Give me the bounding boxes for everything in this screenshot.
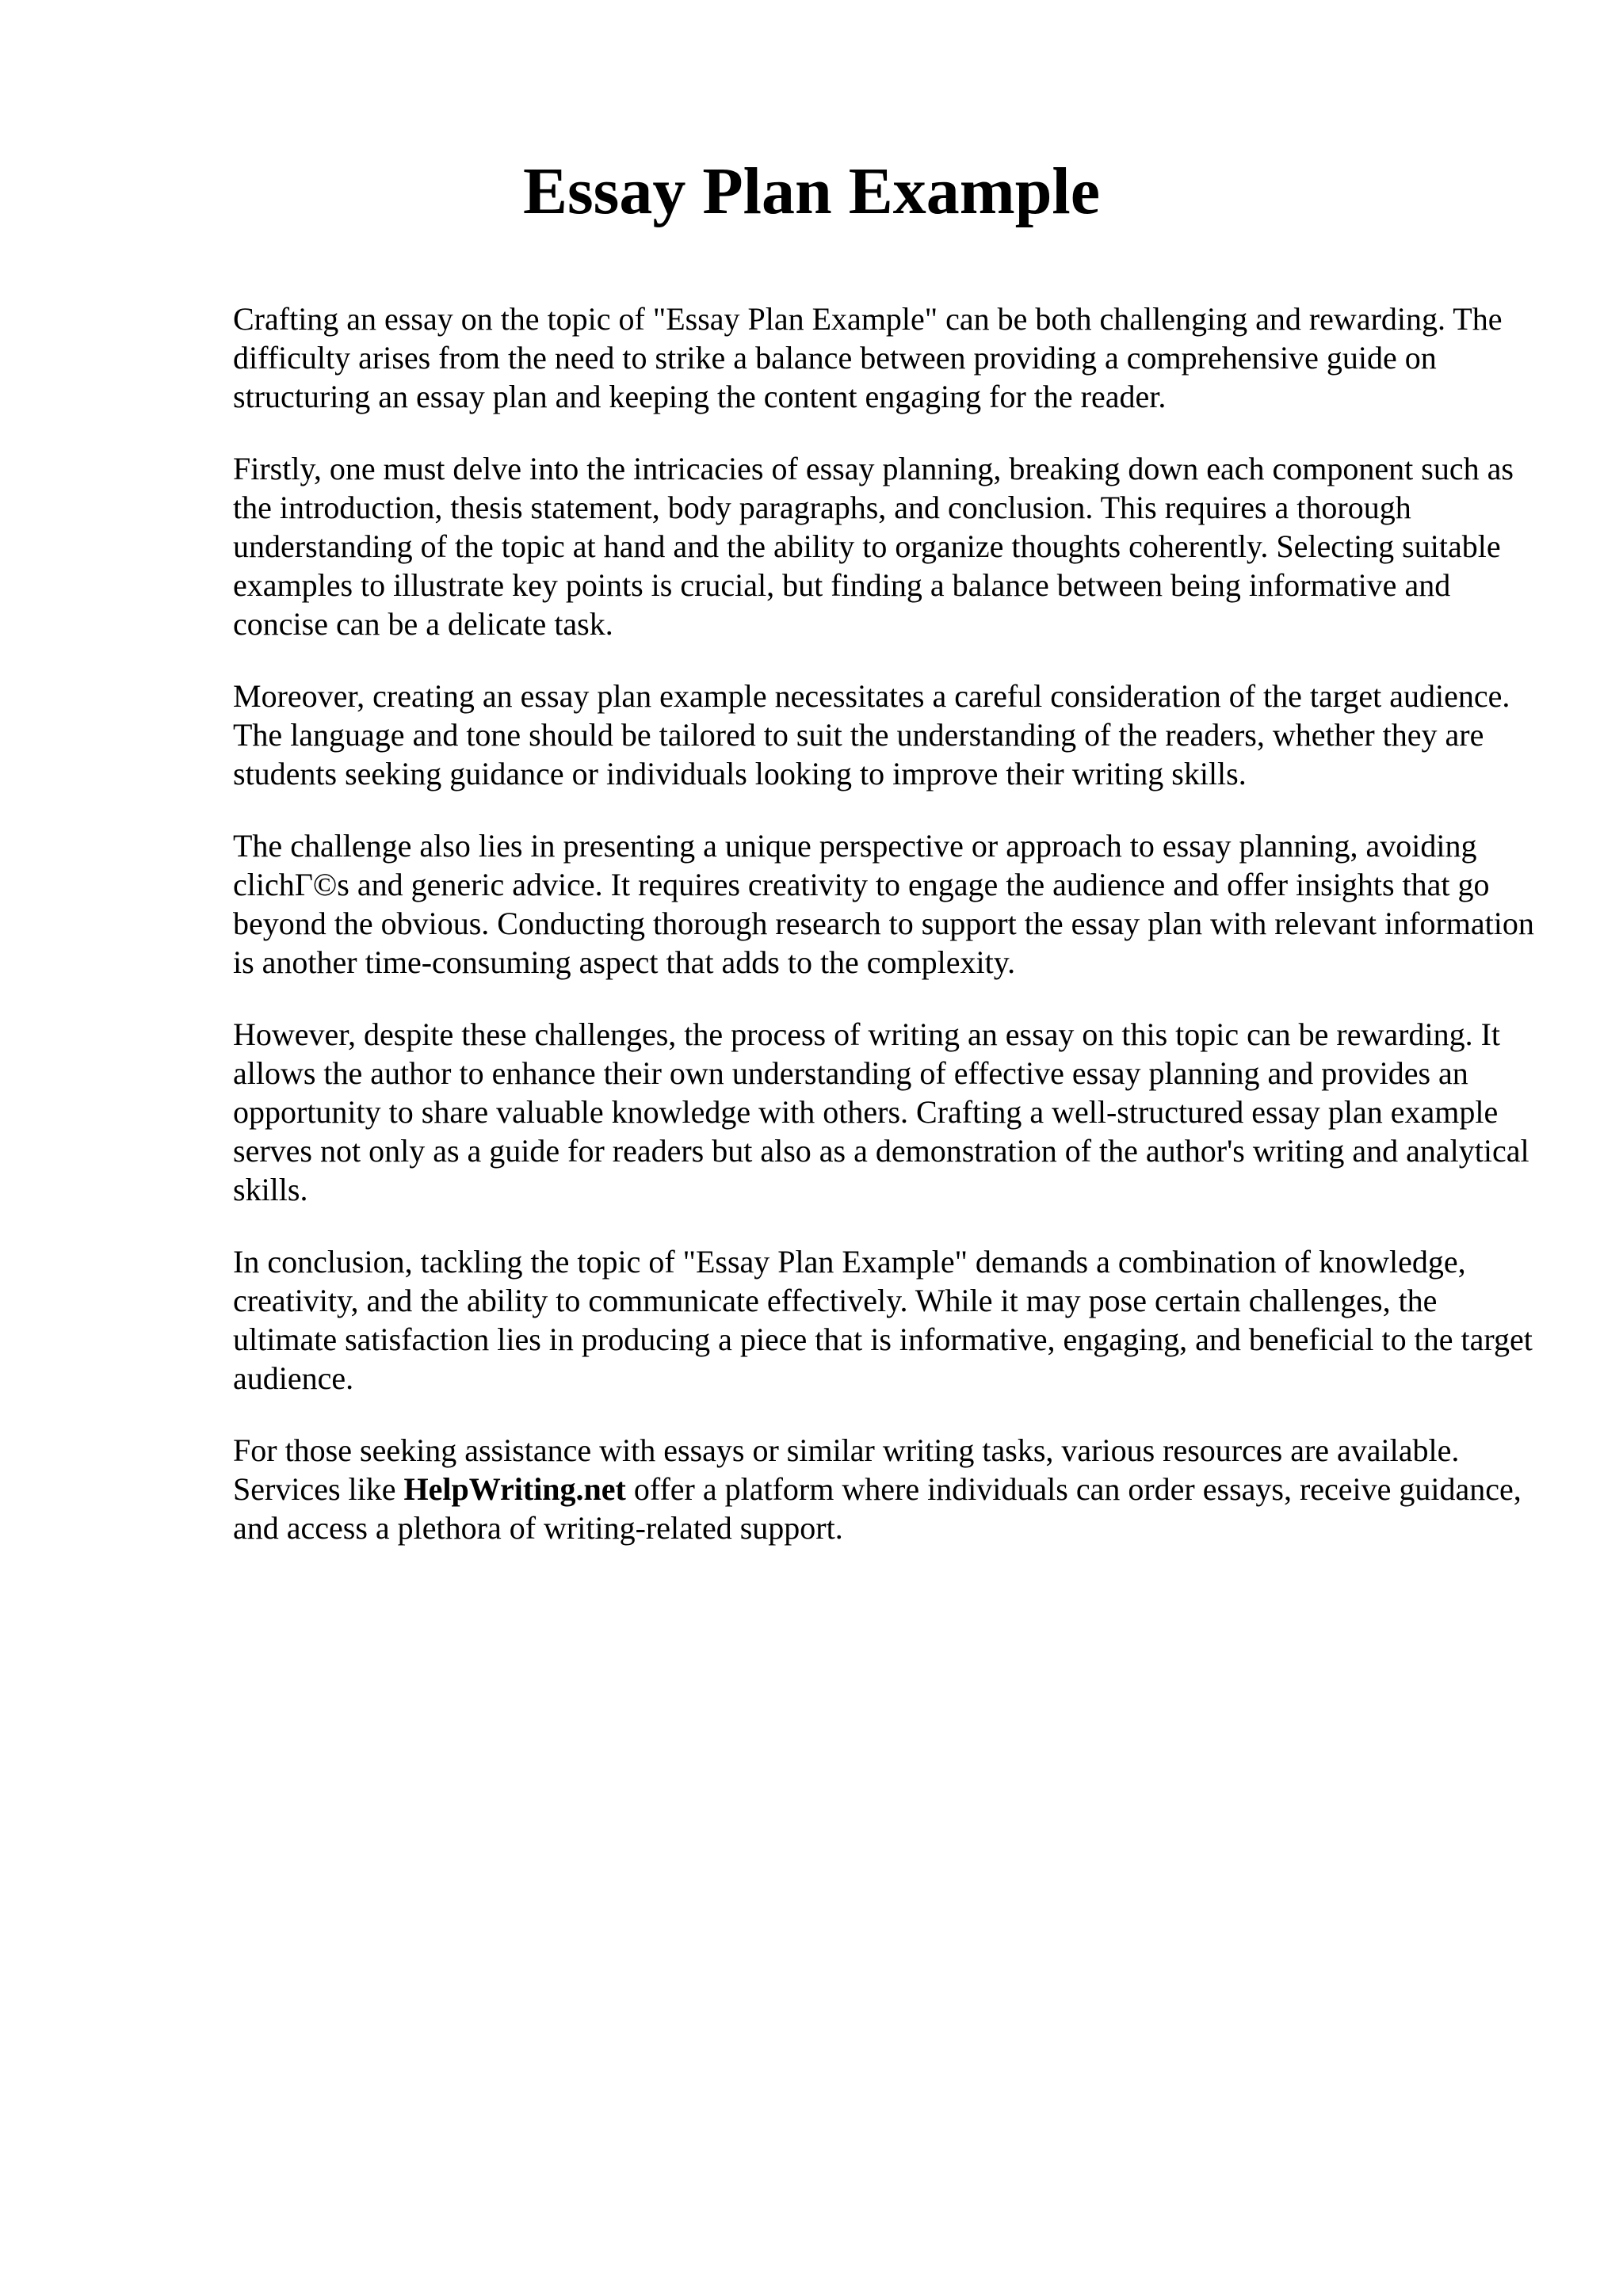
page-title: Essay Plan Example bbox=[522, 154, 1101, 228]
resources-text-after: offer a platform where individuals can order essays, receive guidance, and access a plethora of writing-related support. bbox=[233, 1471, 1522, 1546]
paragraph-unique-perspective: The challenge also lies in presenting a unique perspective or approach to essay planning, avoiding clichΓ©s and generic advice. It requires creativity to engage the audience and offer insights that go beyond the obvious. Conducting thorough research to support the essay plan with relevant information is another time-consuming aspect that adds to the complexity. bbox=[233, 828, 1534, 980]
paragraph-intro: Crafting an essay on the topic of "Essay Plan Example" can be both challenging and rewarding. The difficulty arises from the need to strike a balance between providing a comprehensive guide on structuring an essay plan and keeping the content engaging for the reader. bbox=[233, 301, 1503, 414]
paragraph-resources bbox=[233, 1431, 1549, 1547]
paragraph-target-audience: Moreover, creating an essay plan example necessitates a careful consideration of the target audience. The language and tone should be tailored to suit the understanding of the readers, whether they are students seeking guidance or individuals looking to improve their writing skills. bbox=[233, 678, 1510, 791]
paragraph-conclusion: In conclusion, tackling the topic of "Essay Plan Example" demands a combination of knowledge, creativity, and the ability to communicate effectively. While it may pose certain challenges, the ultimate satisfaction lies in producing a piece that is informative, engaging, and beneficial to the target audience. bbox=[233, 1244, 1533, 1396]
paragraph-rewards: However, despite these challenges, the process of writing an essay on this topic can be rewarding. It allows the author to enhance their own understanding of effective essay planning and provides an opportunity to share valuable knowledge with others. Crafting a well-structured essay plan example serves not only as a guide for readers but also as a demonstration of the author's writing and analytical skills. bbox=[233, 1016, 1529, 1207]
resources-text-before: For those seeking assistance with essays or similar writing tasks, various resources are available. Services like bbox=[233, 1432, 1460, 1507]
helpwriting-brand-link[interactable]: HelpWriting.net bbox=[403, 1471, 626, 1507]
paragraph-planning-components: Firstly, one must delve into the intricacies of essay planning, breaking down each component such as the introduction, thesis statement, body paragraphs, and conclusion. This requires a thorough understanding of the topic at hand and the ability to organize thoughts coherently. Selecting suitable examples to illustrate key points is crucial, but finding a balance between being informative and concise can be a delicate task. bbox=[233, 451, 1514, 642]
document-body bbox=[233, 299, 1549, 1581]
